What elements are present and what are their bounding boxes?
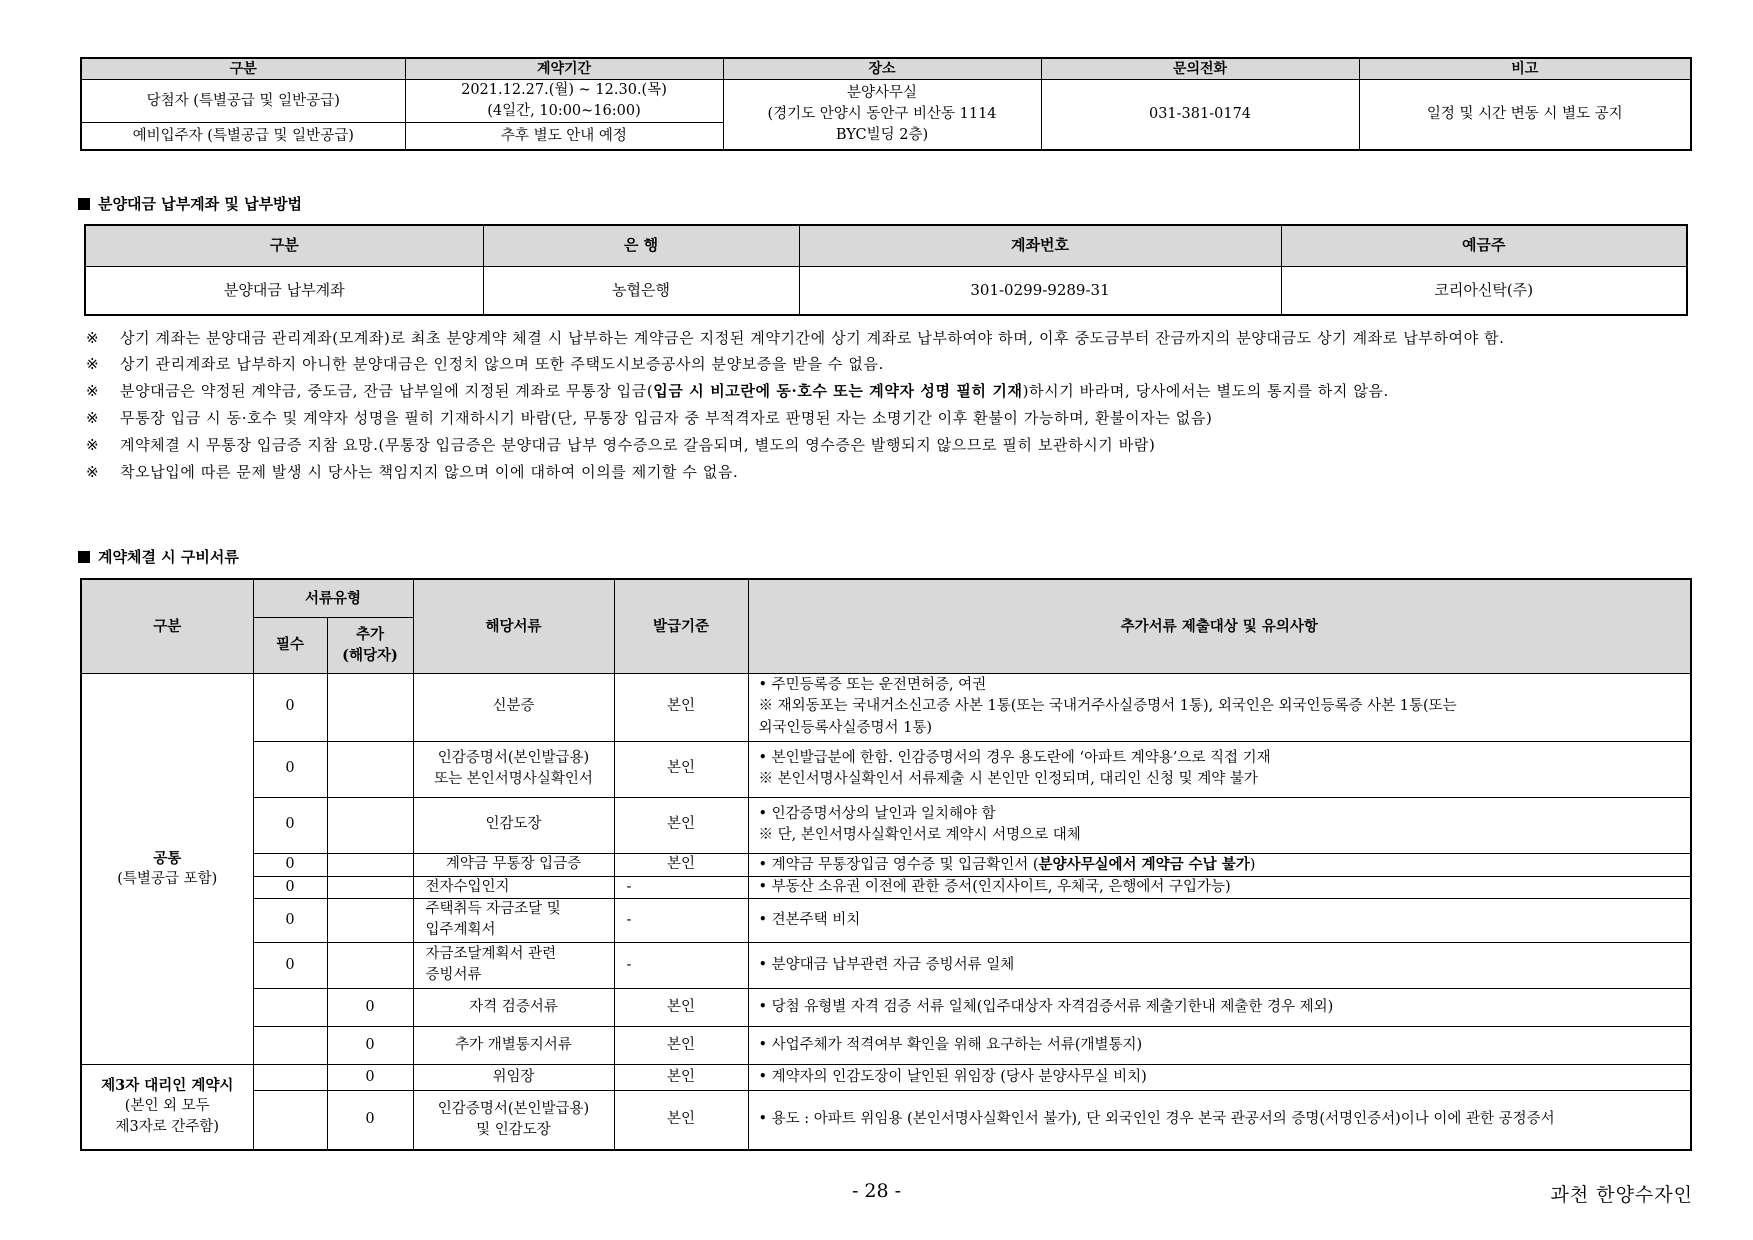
- document-name: 계약금 무통장 입금증: [413, 853, 614, 876]
- required-mark: 0: [253, 673, 327, 741]
- additional-mark: 0: [327, 1026, 413, 1064]
- place-building: BYC빌딩 2층): [835, 127, 929, 144]
- remark-cell: 일정 및 시간 변동 시 별도 공지: [1359, 80, 1691, 150]
- additional-mark: 0: [327, 1090, 413, 1150]
- document-notes: • 분양대금 납부관련 자금 증빙서류 일체: [748, 942, 1691, 988]
- header-category: 구분: [85, 225, 483, 267]
- section-title-documents: 계약체결 시 구비서류: [78, 546, 239, 567]
- note-item: ※ 계약체결 시 무통장 입금증 지참 요망.(무통장 입금증은 분양대금 납부 영수증으로 갈음되며, 별도의 영수증은 발행되지 않으므로 필히 보관하시기 바람): [86, 436, 1156, 454]
- document-notes: • 계약자의 인감도장이 날인된 위임장 (당사 분양사무실 비치): [748, 1064, 1691, 1090]
- place-name: 분양사무실: [846, 85, 918, 102]
- row-winners-period: [405, 80, 723, 123]
- issuer: 본인: [614, 1026, 748, 1064]
- document-notes: • 사업주체가 적격여부 확인을 위해 요구하는 서류(개별통지): [748, 1026, 1691, 1064]
- additional-mark: 0: [327, 988, 413, 1026]
- account-holder: 코리아신탁(주): [1281, 267, 1687, 316]
- additional-mark: [327, 853, 413, 876]
- header-account-number: 계좌번호: [799, 225, 1281, 267]
- document-name: 전자수입인지: [413, 876, 614, 898]
- required-mark: [253, 1026, 327, 1064]
- required-mark: [253, 1064, 327, 1090]
- document-name: 주택취득 자금조달 및 입주계획서: [413, 898, 614, 942]
- required-mark: 0: [253, 797, 327, 853]
- issuer: 본인: [614, 988, 748, 1026]
- header-additional: 추가 (해당자): [327, 617, 413, 673]
- header-category: 구분: [81, 579, 253, 673]
- document-notes: • 계약금 무통장입금 영수증 및 입금확인서 (분양사무실에서 계약금 수납 불가): [748, 853, 1691, 876]
- note-item: ※ 착오납입에 따른 문제 발생 시 당사는 책임지지 않으며 이에 대하여 이의를 제기할 수 없음.: [86, 463, 739, 481]
- header-issuer: 발급기준: [614, 579, 748, 673]
- note-emphasis: 분양사무실에서 계약금 수납 불가: [1038, 855, 1250, 873]
- note-emphasis: 입금 시 비고란에 동·호수 또는 계약자 성명 필히 기재: [653, 382, 1023, 400]
- header-document: 해당서류: [413, 579, 614, 673]
- additional-mark: [327, 876, 413, 898]
- required-mark: 0: [253, 741, 327, 797]
- issuer: 본인: [614, 1090, 748, 1150]
- header-required: 필수: [253, 617, 327, 673]
- issuer: -: [614, 942, 748, 988]
- issuer: 본인: [614, 673, 748, 741]
- header-doc-type: 서류유형: [253, 579, 413, 617]
- header-category: 구분: [81, 58, 405, 80]
- account-type: 분양대금 납부계좌: [85, 267, 483, 316]
- document-name: 신분증: [413, 673, 614, 741]
- place-address: (경기도 안양시 동안구 비산동 1114: [767, 106, 997, 123]
- payment-account-table: [84, 224, 1688, 316]
- period-dates: 2021.12.27.(월) ~ 12.30.(목): [461, 82, 667, 99]
- issuer: 본인: [614, 797, 748, 853]
- document-footer-title: 과천 한양수자인: [1550, 1184, 1693, 1206]
- issuer: -: [614, 876, 748, 898]
- document-notes: • 인감증명서상의 날인과 일치해야 함 ※ 단, 본인서명사실확인서로 계약시 서명으로 대체: [748, 797, 1691, 853]
- document-name: 인감증명서(본인발급용) 또는 본인서명사실확인서: [413, 741, 614, 797]
- document-notes: • 견본주택 비치: [748, 898, 1691, 942]
- row-reserve-label: 예비입주자 (특별공급 및 일반공급): [81, 123, 405, 150]
- additional-mark: 0: [327, 1064, 413, 1090]
- header-account-holder: 예금주: [1281, 225, 1687, 267]
- required-mark: [253, 988, 327, 1026]
- group-proxy-sub: (본인 외 모두: [124, 1098, 210, 1115]
- document-notes: • 본인발급분에 한함. 인감증명서의 경우 용도란에 ‘아파트 계약용’으로 직접 기재 ※ 본인서명사실확인서 서류제출 시 본인만 인정되며, 대리인 신청 및 계약 불가: [748, 741, 1691, 797]
- document-name: 추가 개별통지서류: [413, 1026, 614, 1064]
- document-name: 자격 검증서류: [413, 988, 614, 1026]
- document-name: 인감증명서(본인발급용) 및 인감도장: [413, 1090, 614, 1150]
- place-cell: [723, 80, 1041, 150]
- phone-cell: 031-381-0174: [1041, 80, 1359, 150]
- document-notes: • 주민등록증 또는 운전면허증, 여권 ※ 재외동포는 국내거소신고증 사본 1통(또는 국내거주사실증명서 1통), 외국인은 외국인등록증 사본 1통(또는 외국인등록사실증명서 1통): [748, 673, 1691, 741]
- header-remark: 비고: [1359, 58, 1691, 80]
- period-hours: (4일간, 10:00~16:00): [487, 103, 641, 120]
- issuer: -: [614, 898, 748, 942]
- note-item: ※ 상기 관리계좌로 납부하지 아니한 분양대금은 인정치 않으며 또한 주택도시보증공사의 분양보증을 받을 수 없음.: [86, 355, 884, 373]
- additional-mark: [327, 673, 413, 741]
- group-common-sub: (특별공급 포함): [117, 870, 218, 887]
- page-number: - 28 -: [851, 1180, 902, 1202]
- group-proxy: [81, 1064, 253, 1150]
- note-item: ※ 상기 계좌는 분양대금 관리계좌(모계좌)로 최초 분양계약 체결 시 납부하는 계약금은 지정된 계약기간에 상기 계좌로 납부하여야 하며, 이후 중도금부터 잔금까지의 분양대금도 상기 계좌로 납부하여야 함.: [86, 329, 1505, 347]
- bank-name: 농협은행: [483, 267, 799, 316]
- additional-mark: [327, 797, 413, 853]
- row-reserve-period: 추후 별도 안내 예정: [405, 123, 723, 150]
- note-item: ※ 무통장 입금 시 동·호수 및 계약자 성명을 필히 기재하시기 바람(단, 무통장 입금자 중 부적격자로 판명된 자는 소명기간 이후 환불이 가능하며, 환불이자는 없음): [86, 409, 1213, 427]
- document-name: 인감도장: [413, 797, 614, 853]
- required-mark: 0: [253, 853, 327, 876]
- document-notes: • 부동산 소유권 이전에 관한 증서(인지사이트, 우체국, 은행에서 구입가능): [748, 876, 1691, 898]
- required-mark: [253, 1090, 327, 1150]
- issuer: 본인: [614, 853, 748, 876]
- section-title-payment: 분양대금 납부계좌 및 납부방법: [78, 193, 302, 214]
- issuer: 본인: [614, 741, 748, 797]
- contract-schedule-table: [80, 57, 1692, 151]
- group-common-title: 공통: [153, 849, 182, 867]
- header-phone: 문의전화: [1041, 58, 1359, 80]
- document-name: 자금조달계획서 관련 증빙서류: [413, 942, 614, 988]
- required-mark: 0: [253, 876, 327, 898]
- required-mark: 0: [253, 898, 327, 942]
- required-documents-table: [80, 578, 1692, 1151]
- additional-mark: [327, 741, 413, 797]
- square-bullet-icon: [78, 198, 90, 210]
- group-proxy-title: 제3자 대리인 계약시: [101, 1077, 234, 1095]
- note-item: ※ 분양대금은 약정된 계약금, 중도금, 잔금 납부일에 지정된 계좌로 무통장 입금(입금 시 비고란에 동·호수 또는 계약자 성명 필히 기재)하시기 바라며, 당사에서는 별도의 통지를 하지 않음.: [86, 382, 1389, 400]
- header-bank: 은 행: [483, 225, 799, 267]
- row-winners-label: 당첨자 (특별공급 및 일반공급): [81, 80, 405, 123]
- account-number: 301-0299-9289-31: [799, 267, 1281, 316]
- header-period: 계약기간: [405, 58, 723, 80]
- group-proxy-sub: 제3자로 간주함): [115, 1119, 220, 1136]
- header-place: 장소: [723, 58, 1041, 80]
- document-notes: • 용도 : 아파트 위임용 (본인서명사실확인서 불가), 단 외국인인 경우 본국 관공서의 증명(서명인증서)이나 이에 관한 공정증서: [748, 1090, 1691, 1150]
- issuer: 본인: [614, 1064, 748, 1090]
- group-common: [81, 673, 253, 1064]
- additional-mark: [327, 942, 413, 988]
- payment-notes: [86, 325, 1701, 486]
- document-name: 위임장: [413, 1064, 614, 1090]
- required-mark: 0: [253, 942, 327, 988]
- square-bullet-icon: [78, 551, 90, 563]
- document-notes: • 당첨 유형별 자격 검증 서류 일체(입주대상자 자격검증서류 제출기한내 제출한 경우 제외): [748, 988, 1691, 1026]
- header-notes: 추가서류 제출대상 및 유의사항: [748, 579, 1691, 673]
- additional-mark: [327, 898, 413, 942]
